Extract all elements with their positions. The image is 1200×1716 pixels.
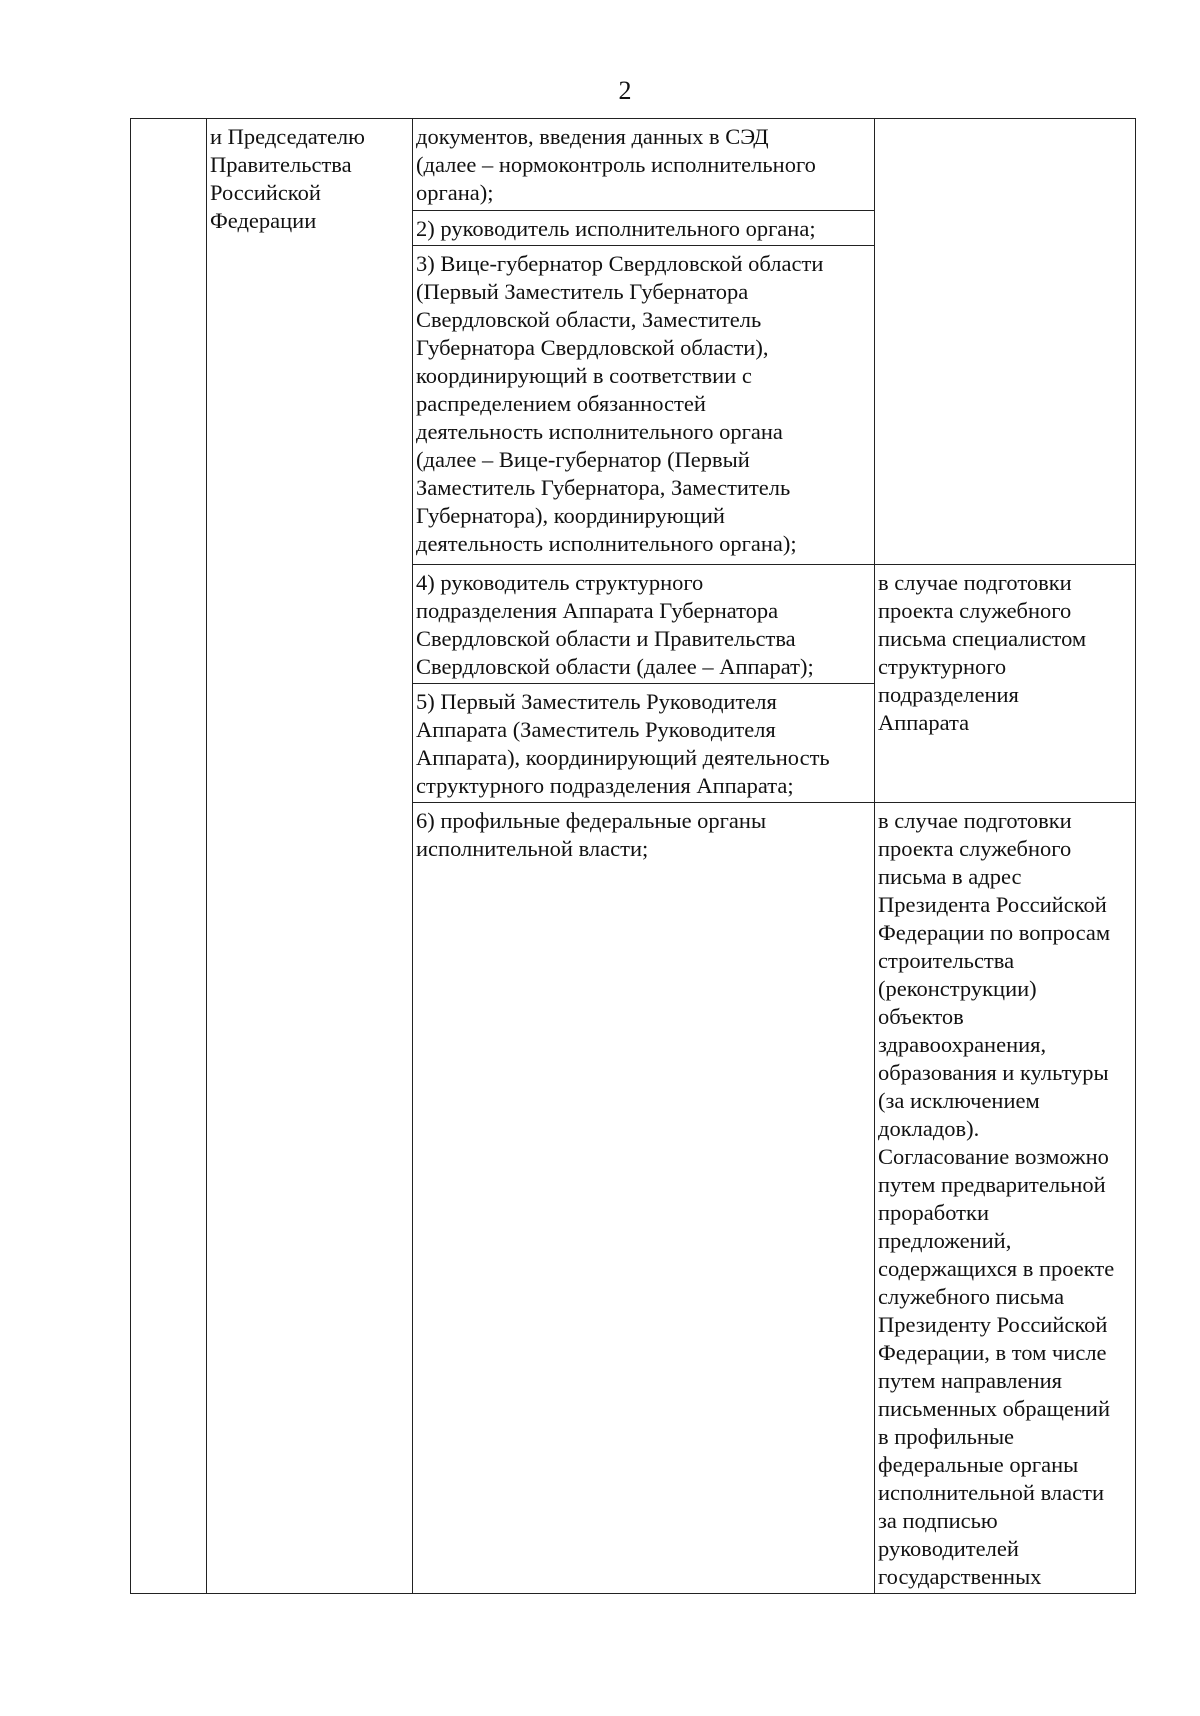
step-text: 2) руководитель исполнительного органа; — [416, 216, 816, 241]
addressee-text: и Председателю Правительства Российской Федерации — [210, 124, 365, 233]
number-cell — [131, 119, 207, 1594]
table-row — [131, 119, 1136, 211]
note-text: в случае подготовки проекта служебного письма в адрес Президента Российской Федерации по вопросам строительства (реконструкции) объектов здравоохранения, образования и культуры (за исключением докладов). Согласование возможно путем предварительной проработки предложений, содержащихся в проекте служебного письма Президенту Российской Федерации, в том числе путем направления письменных обращений в профильные федеральные органы исполнительной власти за подписью руководителей государственных — [878, 808, 1115, 1589]
step-cell — [413, 246, 875, 565]
step-text: 5) Первый Заместитель Руководителя Аппарата (Заместитель Руководителя Аппарата), координирующий деятельность структурного подразделения Аппарата; — [416, 689, 830, 798]
step-text: 4) руководитель структурного подразделения Аппарата Губернатора Свердловской области и Правительства Свердловской области (далее – Аппарат); — [416, 570, 814, 679]
step-cell — [413, 803, 875, 1594]
note-text: в случае подготовки проекта служебного письма специалистом структурного подразделения Аппарата — [878, 570, 1087, 735]
step-text: 6) профильные федеральные органы исполнительной власти; — [416, 808, 767, 861]
addressee-cell — [207, 119, 413, 1594]
note-cell-empty — [875, 119, 1136, 565]
approval-table — [130, 118, 1136, 1594]
note-cell — [875, 565, 1136, 803]
step-cell — [413, 684, 875, 803]
step-text: документов, введения данных в СЭД (далее – нормоконтроль исполнительного органа); — [416, 124, 816, 205]
page-number: 2 — [618, 76, 632, 105]
note-cell — [875, 803, 1136, 1594]
step-text: 3) Вице-губернатор Свердловской области (Первый Заместитель Губернатора Свердловской области, Заместитель Губернатора Свердловской области), координирующий в соответствии с распределением обязанностей деятельность исполнительного органа (далее – Вице-губернатор (Первый Заместитель Губернатора, Заместитель Губернатора), координирующий деятельность исполнительного органа); — [416, 251, 824, 556]
step-cell — [413, 211, 875, 246]
step-cell — [413, 119, 875, 211]
step-cell — [413, 565, 875, 684]
